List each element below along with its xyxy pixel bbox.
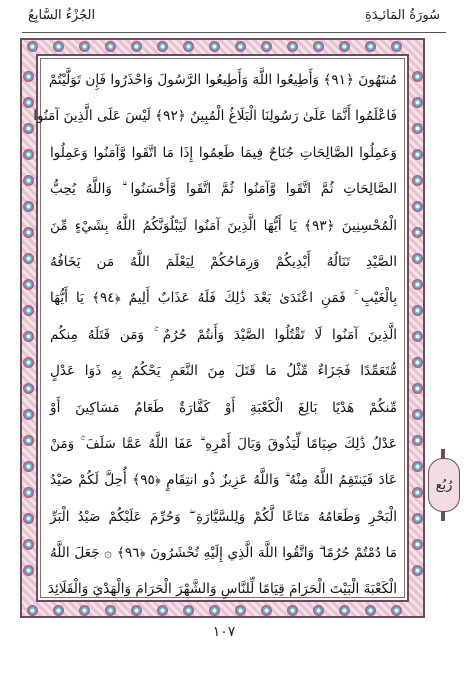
verse-line: الْكَعْبَةَ الْبَيْتَ الْحَرَامَ قِيَامًا لِّلنَّاسِ وَالشَّهْرَ الْحَرَامَ وَالْهَدْيَ وَالْقَلَائِدَ	[47, 581, 397, 598]
verse-line: مُنتَهُونَ ﴿٩١﴾ وَأَطِيعُوا اللَّهَ وَأَطِيعُوا الرَّسُولَ وَاحْذَرُوا فَإِن تَوَلَّيْتُمْ	[48, 72, 397, 88]
border-ornament	[79, 41, 90, 52]
border-ornament	[23, 435, 34, 446]
border-ornament	[412, 435, 423, 446]
border-ornament	[23, 539, 34, 550]
verse-line: الصَّيْدِ تَنَالُهُ أَيْدِيكُمْ وَرِمَاحُكُمْ لِيَعْلَمَ اللَّهُ مَن يَخَافُهُ	[50, 253, 397, 270]
border-ornament	[412, 357, 423, 368]
border-ornament	[412, 227, 423, 238]
verse-line: وَعَمِلُوا الصَّالِحَاتِ جُنَاحٌ فِيمَا طَعِمُوا إِذَا مَا اتَّقَوا وَّآمَنُوا وَعَمِلُوا	[50, 144, 397, 161]
border-ornament	[105, 41, 116, 52]
border-ornament	[365, 41, 376, 52]
surah-title: سُورَةُ المَائـِدَةِ	[365, 8, 440, 23]
border-ornament	[412, 71, 423, 82]
verse-line: الْمُحْسِنِينَ ﴿٩٣﴾ يَا أَيُّهَا الَّذِينَ آمَنُوا لَيَبْلُوَنَّكُمُ اللَّهُ بِشَيْءٍ مِّنَ	[50, 217, 397, 234]
border-ornament	[23, 175, 34, 186]
border-ornament	[23, 201, 34, 212]
border-ornament	[209, 41, 220, 52]
border-ornament	[412, 487, 423, 498]
border-ornament	[412, 149, 423, 160]
border-ornament	[23, 565, 34, 576]
border-ornament	[412, 539, 423, 550]
border-ornament	[23, 123, 34, 134]
verse-line: مُّتَعَمِّدًا فَجَزَاءٌ مِّثْلُ مَا قَتَلَ مِنَ النَّعَمِ يَحْكُمُ بِهِ ذَوَا عَدْلٍ	[50, 363, 397, 380]
border-ornament	[412, 461, 423, 472]
page-number: ١٠٧	[212, 624, 236, 640]
border-ornament	[23, 409, 34, 420]
page-header	[0, 4, 468, 32]
border-ornament	[23, 383, 34, 394]
border-ornament	[105, 605, 116, 616]
border-ornament	[53, 605, 64, 616]
juz-title: الجُزْءُ السَّابِعُ	[28, 8, 96, 23]
verse-line: عَادَ فَيَنتَقِمُ اللَّهُ مِنْهُ ۗ وَاللَّهُ عَزِيزٌ ذُو انتِقَامٍ ﴿٩٥﴾ أُحِلَّ لَكُمْ صَيْدُ	[50, 472, 397, 489]
border-ornament	[365, 605, 376, 616]
border-ornament	[412, 201, 423, 212]
border-ornament	[391, 605, 402, 616]
verse-line: عَدْلُ ذَٰلِكَ صِيَامًا لِّيَذُوقَ وَبَالَ أَمْرِهِ ۗ عَفَا اللَّهُ عَمَّا سَلَفَ ۚ وَمَنْ	[50, 435, 397, 452]
quarter-marker-badge	[428, 458, 460, 512]
verse-line: الْبَحْرِ وَطَعَامُهُ مَتَاعًا لَّكُمْ وَلِلسَّيَّارَةِ ۖ وَحُرِّمَ عَلَيْكُمْ صَيْدُ الْبَرِّ	[50, 508, 397, 525]
border-ornament	[23, 71, 34, 82]
border-ornament	[183, 41, 194, 52]
border-ornament	[412, 123, 423, 134]
verse-line: الصَّالِحَاتِ ثُمَّ اتَّقَوا وَّآمَنُوا ثُمَّ اتَّقَوا وَّأَحْسَنُوا ۗ وَاللَّهُ يُحِبُّ	[50, 181, 397, 198]
border-ornament	[339, 41, 350, 52]
border-ornament	[287, 605, 298, 616]
border-ornament	[23, 305, 34, 316]
border-ornament	[261, 41, 272, 52]
border-ornament	[79, 605, 90, 616]
border-ornament	[23, 487, 34, 498]
border-ornament	[339, 605, 350, 616]
border-ornament	[23, 513, 34, 524]
border-ornament	[235, 605, 246, 616]
verse-line: مِّنكُمْ هَدْيًا بَالِغَ الْكَعْبَةِ أَوْ كَفَّارَةٌ طَعَامُ مَسَاكِينَ أَوْ	[50, 399, 397, 416]
border-ornament	[23, 253, 34, 264]
border-ornament	[27, 605, 38, 616]
border-ornament	[313, 605, 324, 616]
border-ornament	[23, 331, 34, 342]
verse-line: الَّذِينَ آمَنُوا لَا تَقْتُلُوا الصَّيْدَ وَأَنتُمْ حُرُمٌ ۚ وَمَن قَتَلَهُ مِنكُم	[50, 326, 397, 343]
border-ornament	[412, 409, 423, 420]
border-ornament	[209, 605, 220, 616]
border-ornament	[23, 461, 34, 472]
ornamental-frame	[20, 38, 425, 618]
border-ornament	[53, 41, 64, 52]
border-ornament	[391, 41, 402, 52]
border-ornament	[235, 41, 246, 52]
border-ornament	[23, 357, 34, 368]
border-ornament	[27, 41, 38, 52]
border-ornament	[183, 605, 194, 616]
border-ornament	[157, 605, 168, 616]
border-ornament	[412, 97, 423, 108]
verse-line: مَا دُمْتُمْ حُرُمًا ۗ وَاتَّقُوا اللَّهَ الَّذِي إِلَيْهِ تُحْشَرُونَ ﴿٩٦﴾ ۞ جَعَلَ اللَّهُ	[50, 545, 397, 562]
border-ornament	[412, 175, 423, 186]
border-ornament	[412, 279, 423, 290]
border-ornament	[412, 513, 423, 524]
border-ornament	[412, 565, 423, 576]
border-ornament	[412, 331, 423, 342]
border-ornament	[23, 149, 34, 160]
border-ornament	[23, 227, 34, 238]
text-panel	[33, 54, 409, 602]
border-ornament	[23, 97, 34, 108]
border-ornament	[157, 41, 168, 52]
border-ornament	[287, 41, 298, 52]
border-ornament	[261, 605, 272, 616]
border-ornament	[23, 279, 34, 290]
verse-line: فَاعْلَمُوا أَنَّمَا عَلَىٰ رَسُولِنَا الْبَلَاغُ الْمُبِينُ ﴿٩٢﴾ لَيْسَ عَلَى الَّذِينَ آمَنُوا	[33, 108, 397, 125]
header-divider	[22, 32, 446, 33]
border-ornament	[313, 41, 324, 52]
border-ornament	[412, 305, 423, 316]
verse-line: بِالْغَيْبِ ۚ فَمَنِ اعْتَدَىٰ بَعْدَ ذَٰلِكَ فَلَهُ عَذَابٌ أَلِيمٌ ﴿٩٤﴾ يَا أَيُّهَا	[50, 290, 397, 307]
verse-lines	[33, 62, 397, 598]
border-ornament	[412, 253, 423, 264]
border-ornament	[412, 383, 423, 394]
border-ornament	[131, 41, 142, 52]
quarter-marker-label: رُبُع	[435, 477, 453, 493]
border-ornament	[131, 605, 142, 616]
